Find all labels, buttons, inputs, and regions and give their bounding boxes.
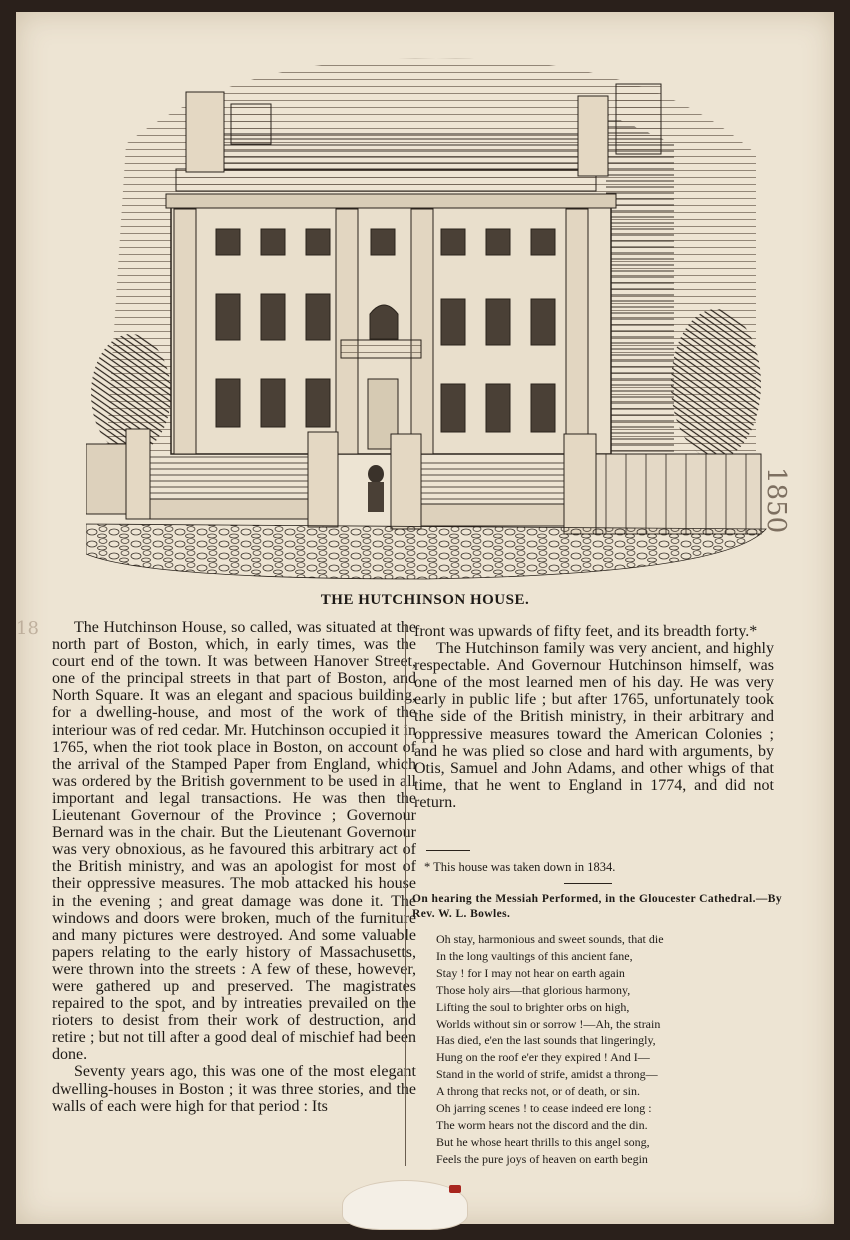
poem-line: A throng that recks not, or of death, or sin. [436, 1084, 640, 1099]
paragraph: The Hutchinson House, so called, was situated at the north part of Boston, which, in early times, was the court end of the town. It was between Hanover Street, one of the principal streets in that part of Boston, and North Square. It was an elegant and spacious building, for a dwelling-house, and most of the work of the interiour was of red cedar. Mr. Hutchinson occupied it in 1765, when the riot took place in Boston, on account of the arrival of the Stamped Paper from England, which was ordered by the British government to be used in all important and legal transactions. He was then the Lieutenant Governour of the Province ; Governour Bernard was in the chair. But the Lieutenant Governour was very obnoxious, as he favoured this arbitrary act of the British ministry, and was an apologist for most of their oppressive measures. The mob attacked his house in the evening ; and great damage was done it. The windows and doors were broken, much of the furniture and many pictures were destroyed. And some valuable papers relating to the early history of Massachusetts, were thrown into the streets : A few of these, however, were gathered up and preserved. The magistrates repaired to the spot, and by intreaties prevailed on the rioters to desist from their work of destruction, and retire ; but not till after a good deal of mischief had been done. [52, 619, 416, 1064]
house-engraving [86, 34, 776, 594]
page-sheet [16, 12, 834, 1224]
library-stamp [342, 1180, 468, 1230]
section-rule [564, 883, 612, 884]
footnote-rule [426, 850, 470, 851]
article-title: THE HUTCHINSON HOUSE. [320, 592, 530, 608]
right-column [414, 623, 774, 811]
poem-line: Those holy airs—that glorious harmony, [436, 982, 631, 997]
poem-line: But he whose heart thrills to this angel song, [436, 1134, 650, 1149]
column-divider [405, 624, 406, 1166]
left-column [52, 619, 416, 1115]
poem-line: In the long vaultings of this ancient fane, [436, 948, 633, 963]
poem-line: Worlds without sin or sorrow !—Ah, the strain [436, 1016, 661, 1031]
poem-line: Feels the pure joys of heaven on earth begin [436, 1151, 648, 1166]
poem-line: The worm hears not the discord and the din. [436, 1117, 648, 1132]
poem-body [436, 931, 786, 1168]
footnote: * This house was taken down in 1834. [424, 860, 616, 874]
paragraph: The Hutchinson family was very ancient, and highly respectable. And Governour Hutchinson himself, was one of the most learned men of his day. He was very early in public life ; but after 1765, unfortunately took the side of the British ministry, in their arbitrary and oppressive measures toward the American Colonies ; and he was plied so close and hard with arguments, by Otis, Samuel and John Adams, and other whigs of that time, that he went to England in 1774, and did not return. [414, 640, 774, 811]
red-mark-icon [449, 1185, 461, 1193]
poem-line: Stand in the world of strife, amidst a throng— [436, 1067, 658, 1082]
poem-line: Hung on the roof e'er they expired ! And I— [436, 1050, 650, 1065]
poem-line: Lifting the soul to brighter orbs on high, [436, 999, 630, 1014]
paragraph: front was upwards of fifty feet, and its breadth forty.* [414, 623, 758, 640]
poem-line: Stay ! for I may not hear on earth again [436, 965, 625, 980]
handwritten-margin-note: 1850 [761, 467, 791, 534]
paragraph: Seventy years ago, this was one of the most elegant dwelling-houses in Boston ; it was three stories, and the walls of each were high for that period : Its [52, 1063, 416, 1115]
poem-title: On hearing the Messiah Performed, in the Gloucester Cathedral.—By Rev. W. L. Bowles. [412, 893, 782, 920]
poem-line: Oh jarring scenes ! to cease indeed ere long : [436, 1101, 652, 1116]
handwritten-left-note: 18 [16, 618, 39, 639]
poem-line: Has died, e'en the last sounds that lingeringly, [436, 1033, 656, 1048]
poem-line: Oh stay, harmonious and sweet sounds, that die [436, 932, 664, 946]
